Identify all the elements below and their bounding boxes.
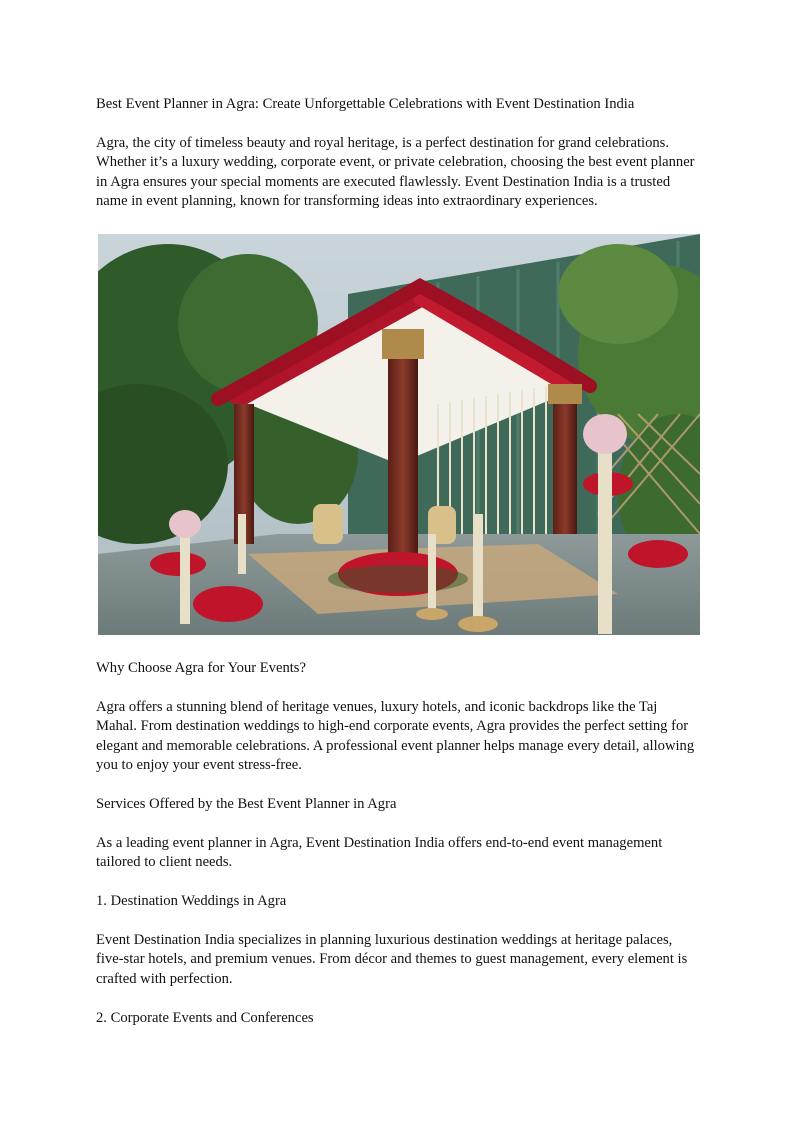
wedding-mandap-photo (98, 234, 700, 635)
services-heading: Services Offered by the Best Event Planner in Agra (96, 796, 397, 812)
why-agra-paragraph: Agra offers a stunning blend of heritage venues, luxury hotels, and iconic backdrops like the Taj Mahal. From destination weddings to high-end corporate events, Agra provides the perfect setting for elegant and memorable celebrations. A professional event planner helps manage every detail, allowing you to enjoy your event stress-free. (96, 699, 695, 774)
corporate-events-heading: 2. Corporate Events and Conferences (96, 1010, 314, 1026)
document-title: Best Event Planner in Agra: Create Unforgettable Celebrations with Event Destination India (96, 96, 635, 112)
why-agra-heading: Why Choose Agra for Your Events? (96, 660, 306, 676)
services-paragraph: As a leading event planner in Agra, Event Destination India offers end-to-end event management tailored to client needs. (96, 835, 663, 871)
destination-weddings-paragraph: Event Destination India specializes in planning luxurious destination weddings at heritage palaces, five-star hotels, and premium venues. From décor and themes to guest management, every element is crafted with perfection. (96, 932, 688, 987)
intro-paragraph: Agra, the city of timeless beauty and royal heritage, is a perfect destination for grand celebrations. Whether it’s a luxury wedding, corporate event, or private celebration, choosing the best event planner in Agra ensures your special moments are executed flawlessly. Event Destination India is a trusted name in event planning, known for transforming ideas into extraordinary experiences. (96, 135, 695, 210)
destination-weddings-heading: 1. Destination Weddings in Agra (96, 893, 287, 909)
